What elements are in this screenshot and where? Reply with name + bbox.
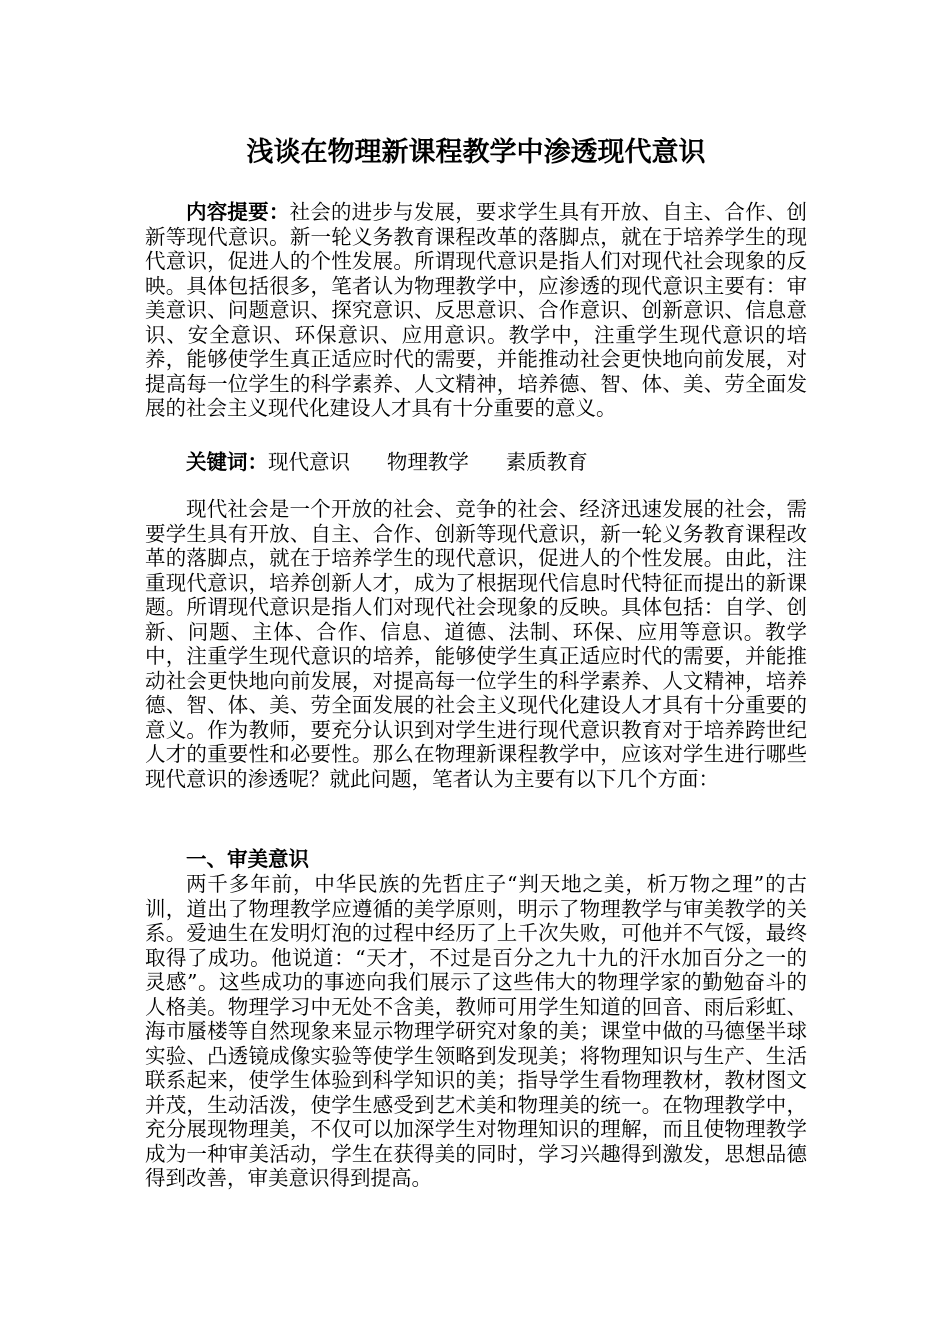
abstract-label: 内容提要： <box>186 200 290 224</box>
keywords-label: 关键词： <box>186 450 268 474</box>
keyword-item: 物理教学 <box>386 450 469 474</box>
section-body-paragraph: 两千多年前，中华民族的先哲庄子“判天地之美，析万物之理”的古训，道出了物理教学应遵循的美学原则，明示了物理教学与审美教学的关系。爱迪生在发明灯泡的过程中经历了上千次失败，可他并不气馁，最终取得了成功。他说道：“天才，不过是百分之九十九的汗水加百分之一的灵感”。这些成功的事迹向我们展示了这些伟大的物理学家的勤勉奋斗的人格美。物理学习中无处不含美，教师可用学生知道的回音、雨后彩虹、海市蜃楼等自然现象来显示物理学研究对象的美；课堂中做的马德堡半球实验、凸透镜成像实验等使学生领略到发现美；将物理知识与生产、生活联系起来，使学生体验到科学知识的美；指导学生看物理教材，教材图文并茂，生动活泼，使学生感受到艺术美和物理美的统一。在物理教学中，充分展现物理美，不仅可以加深学生对物理知识的理解，而且使物理教学成为一种审美活动，学生在获得美的同时，学习兴趣得到激发，思想品德得到改善，审美意识得到提高。 <box>145 872 807 1190</box>
keyword-item: 素质教育 <box>505 450 588 474</box>
intro-paragraph: 现代社会是一个开放的社会、竞争的社会、经济迅速发展的社会，需要学生具有开放、自主、合作、创新等现代意识，新一轮义务教育课程改革的落脚点，就在于培养学生的现代意识，促进人的个性发展。由此，注重现代意识，培养创新人才，成为了根据现代信息时代特征而提出的新课题。所谓现代意识是指人们对现代社会现象的反映。具体包括：自学、创新、问题、主体、合作、信息、道德、法制、环保、应用等意识。教学中，注重学生现代意识的培养，能够使学生真正适应时代的需要，并能推动社会更快地向前发展，对提高每一位学生的科学素养、人文精神，培养德、智、体、美、劳全面发展的社会主义现代化建设人才具有十分重要的意义。作为教师，要充分认识到对学生进行现代意识教育对于培养跨世纪人才的重要性和必要性。那么在物理新课程教学中，应该对学生进行哪些现代意识的渗透呢？就此问题，笔者认为主要有以下几个方面： <box>145 497 807 791</box>
document-title: 浅谈在物理新课程教学中渗透现代意识 <box>246 137 706 168</box>
abstract-paragraph <box>145 200 807 421</box>
abstract-text: 社会的进步与发展，要求学生具有开放、自主、合作、创新等现代意识。新一轮义务教育课程改革的落脚点，就在于培养学生的现代意识，促进人的个性发展。所谓现代意识是指人们对现代社会现象的反映。具体包括很多，笔者认为物理教学中，应渗透的现代意识主要有：审美意识、问题意识、探究意识、反思意识、合作意识、创新意识、信息意识、安全意识、环保意识、应用意识。教学中，注重学生现代意识的培养，能够使学生真正适应时代的需要，并能推动社会更快地向前发展，对提高每一位学生的科学素养、人文精神，培养德、智、体、美、劳全面发展的社会主义现代化建设人才具有十分重要的意义。 <box>145 200 808 420</box>
section-heading: 一、审美意识 <box>186 847 309 871</box>
keywords-line <box>145 450 807 475</box>
keyword-item: 现代意识 <box>268 450 350 474</box>
